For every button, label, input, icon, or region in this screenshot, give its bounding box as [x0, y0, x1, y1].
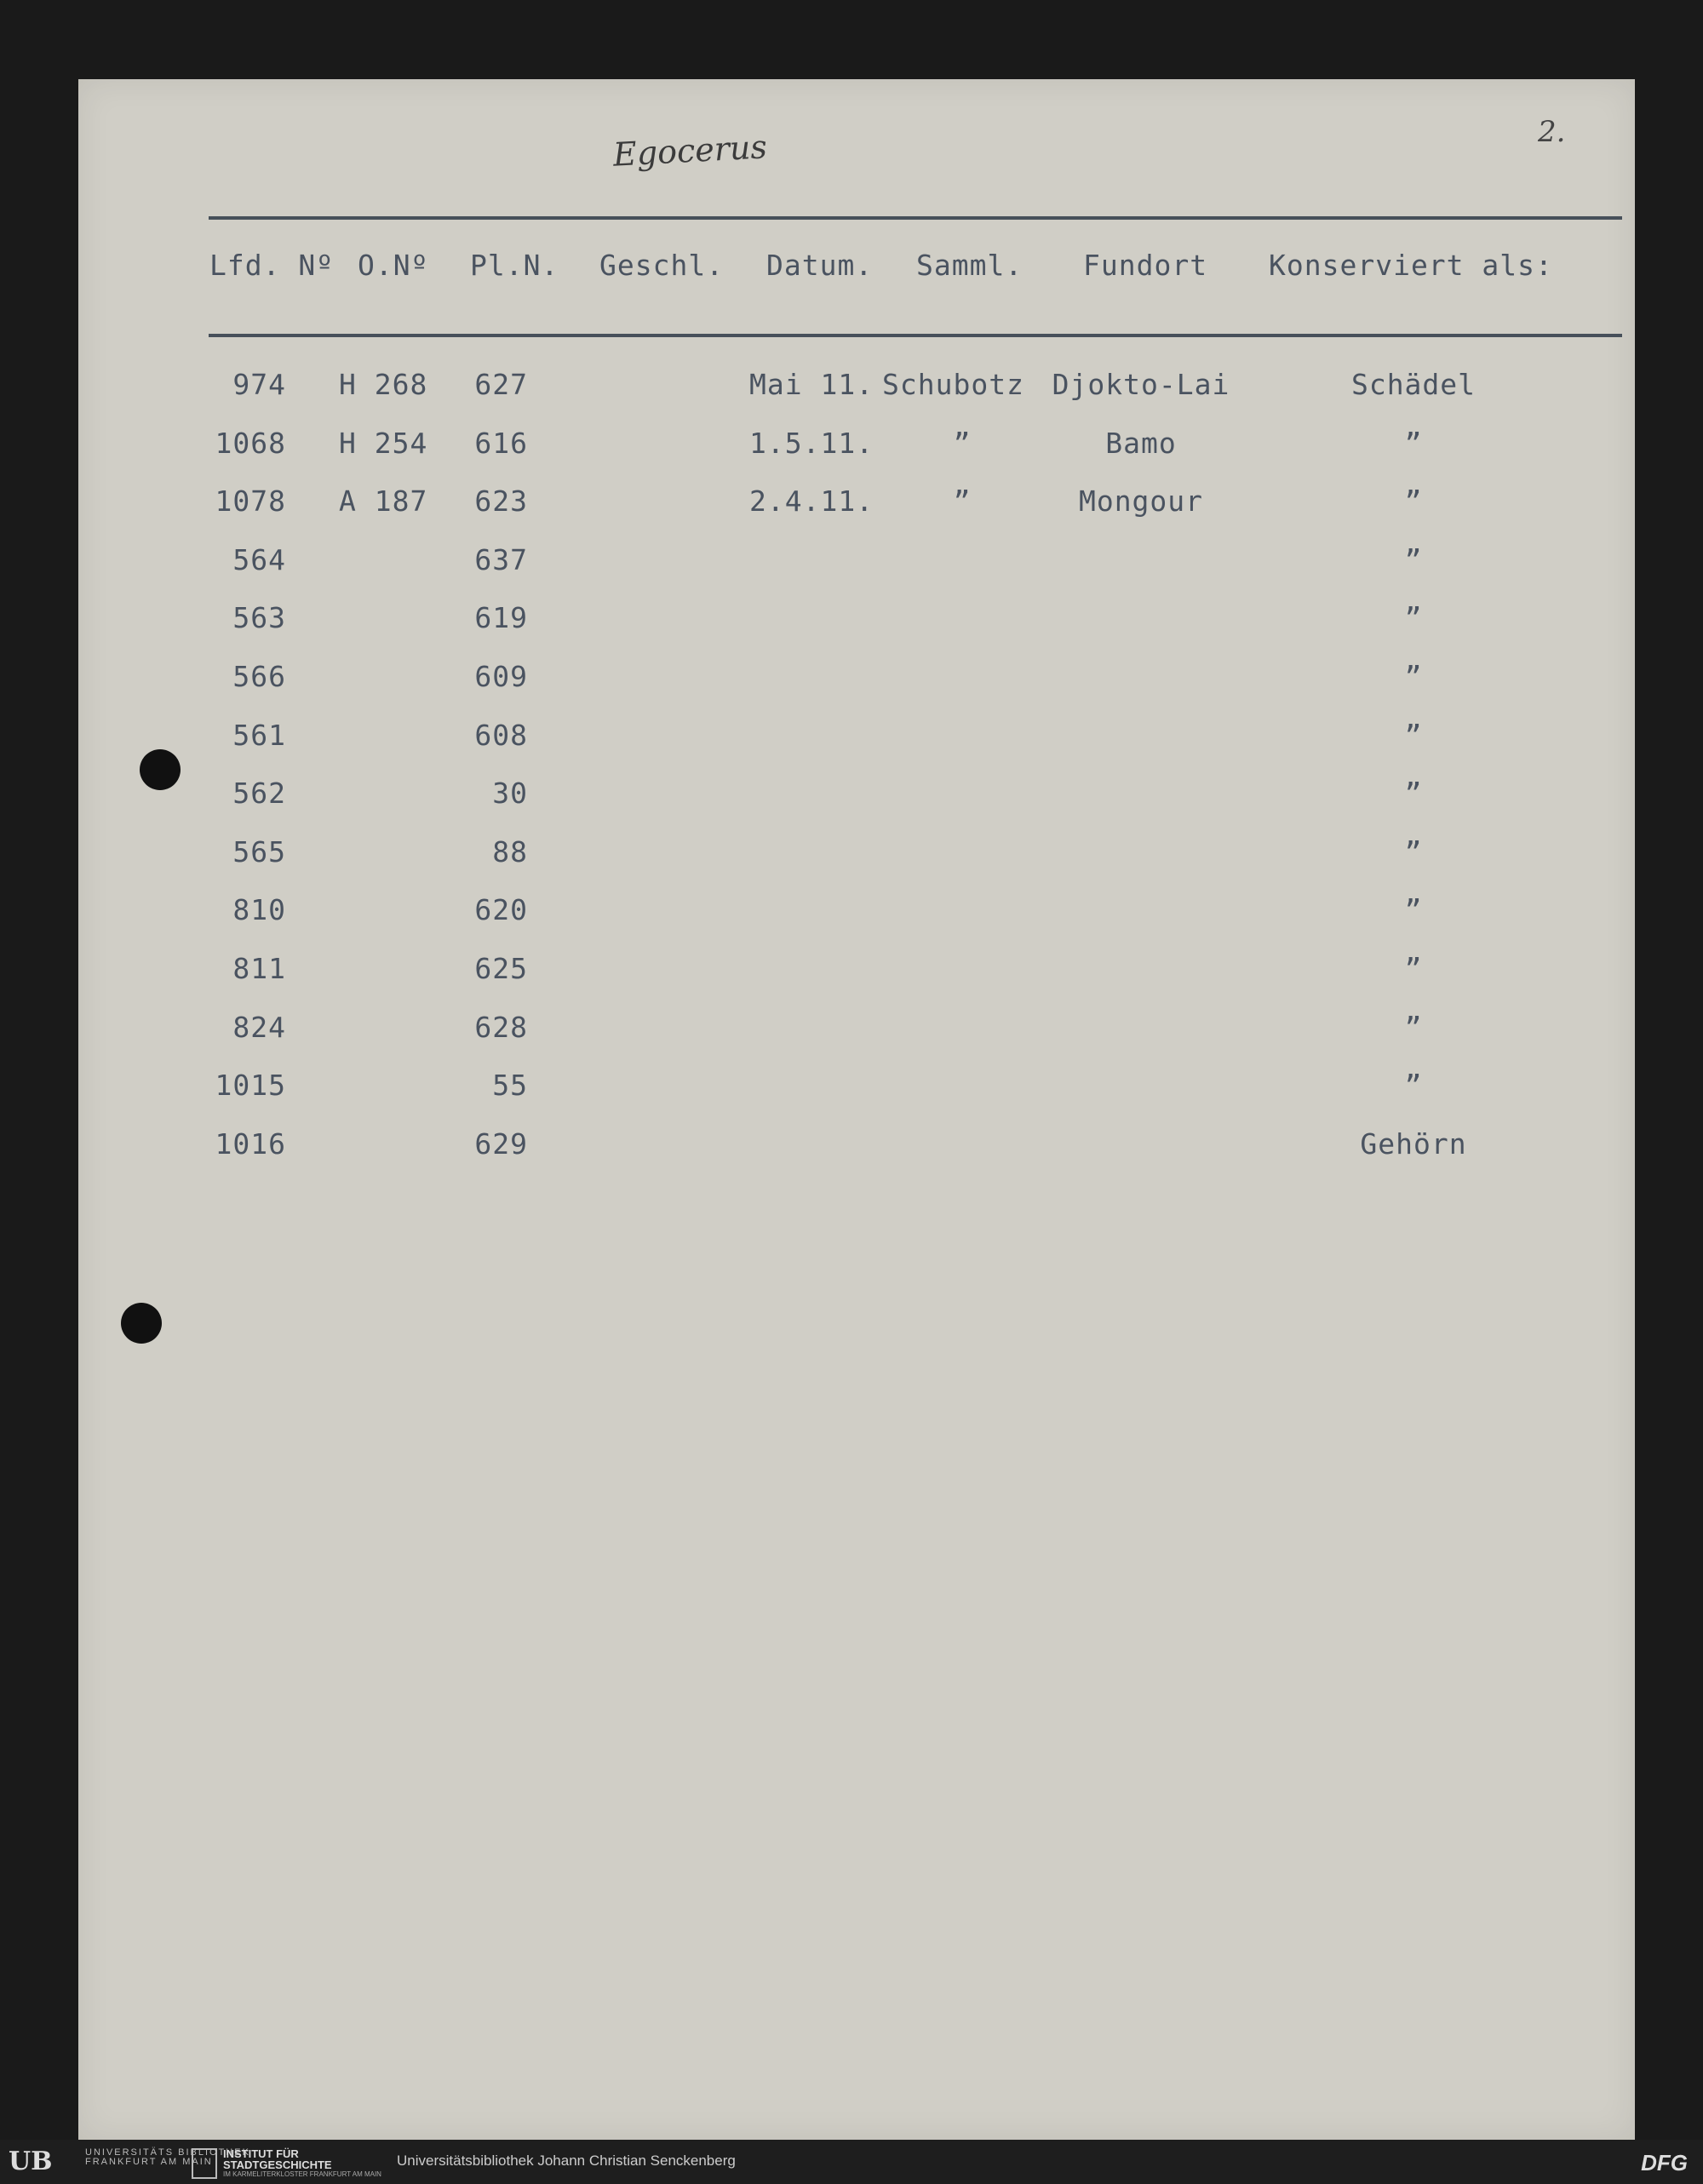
page-number: 2. [1538, 115, 1566, 149]
cell-konserviert: ” [1404, 1011, 1423, 1044]
isg-logo-icon [192, 2148, 217, 2179]
table-row [0, 484, 1703, 519]
cell-fundort: Mongour [1078, 484, 1204, 518]
cell-lfd: 562 [232, 777, 286, 810]
cell-fundort: Bamo [1105, 427, 1177, 460]
cell-lfd: 563 [232, 601, 286, 634]
table-row [0, 601, 1703, 635]
cell-pl-n: 628 [474, 1011, 528, 1044]
cell-o-nr: H 268 [339, 368, 428, 401]
table-row [0, 777, 1703, 811]
table-row [0, 1011, 1703, 1045]
punch-hole [121, 1303, 162, 1344]
header-pl-n: Pl.N. [470, 249, 559, 282]
table-row [0, 1127, 1703, 1161]
table-row [0, 719, 1703, 753]
cell-konserviert: ” [1404, 952, 1423, 985]
cell-konserviert: ” [1404, 427, 1423, 460]
table-row [0, 660, 1703, 694]
dfg-logo: DFG [1641, 2150, 1688, 2175]
isg-logo-sub: IM KARMELITERKLOSTER FRANKFURT AM MAIN [223, 2170, 381, 2178]
cell-konserviert: ” [1404, 777, 1423, 810]
cell-lfd: 565 [232, 835, 286, 868]
handwritten-title: Egocerus [611, 128, 768, 174]
table-row [0, 893, 1703, 927]
cell-konserviert: Schädel [1350, 368, 1477, 401]
isg-logo-text: INSTITUT FÜR STADTGESCHICHTE [223, 2147, 332, 2171]
cell-konserviert: ” [1404, 1069, 1423, 1102]
table-row [0, 1069, 1703, 1103]
cell-lfd: 1016 [215, 1127, 286, 1161]
table-row [0, 368, 1703, 402]
cell-konserviert: ” [1404, 719, 1423, 752]
table-row [0, 835, 1703, 869]
cell-fundort: Djokto-Lai [1052, 368, 1230, 401]
cell-konserviert: ” [1404, 893, 1423, 926]
header-samml: Samml. [916, 249, 1024, 282]
cell-pl-n: 616 [474, 427, 528, 460]
table-row [0, 543, 1703, 577]
header-lfd: Lfd. Nº [209, 249, 335, 282]
cell-konserviert: Gehörn [1360, 1127, 1467, 1161]
cell-o-nr: H 254 [339, 427, 428, 460]
cell-datum: Mai 11. [749, 368, 874, 401]
cell-pl-n: 608 [474, 719, 528, 752]
library-name: Universitätsbibliothek Johann Christian Senckenberg [397, 2152, 736, 2169]
header-datum: Datum. [766, 249, 874, 282]
cell-pl-n: 625 [474, 952, 528, 985]
cell-pl-n: 620 [474, 893, 528, 926]
cell-lfd: 1078 [215, 484, 286, 518]
cell-konserviert: ” [1404, 835, 1423, 868]
table-header [0, 249, 1703, 283]
cell-pl-n: 629 [474, 1127, 528, 1161]
divider [209, 216, 1622, 220]
header-fundort: Fundort [1083, 249, 1208, 282]
footer-bar [0, 2140, 1703, 2184]
cell-pl-n: 55 [492, 1069, 528, 1102]
cell-o-nr: A 187 [339, 484, 428, 518]
cell-pl-n: 637 [474, 543, 528, 576]
cell-lfd: 811 [232, 952, 286, 985]
cell-lfd: 1068 [215, 427, 286, 460]
cell-datum: 2.4.11. [749, 484, 874, 518]
cell-pl-n: 627 [474, 368, 528, 401]
cell-lfd: 810 [232, 893, 286, 926]
cell-konserviert: ” [1404, 543, 1423, 576]
header-geschl: Geschl. [599, 249, 725, 282]
cell-konserviert: ” [1404, 484, 1423, 518]
cell-lfd: 561 [232, 719, 286, 752]
cell-konserviert: ” [1404, 601, 1423, 634]
cell-datum: 1.5.11. [749, 427, 874, 460]
header-konserviert: Konserviert als: [1269, 249, 1553, 282]
cell-pl-n: 88 [492, 835, 528, 868]
cell-pl-n: 619 [474, 601, 528, 634]
table-row [0, 427, 1703, 461]
cell-samml: ” [953, 484, 972, 518]
cell-lfd: 564 [232, 543, 286, 576]
cell-samml: Schubotz [882, 368, 1024, 401]
cell-lfd: 1015 [215, 1069, 286, 1102]
cell-lfd: 566 [232, 660, 286, 693]
cell-konserviert: ” [1404, 660, 1423, 693]
ub-logo: UB [9, 2147, 53, 2176]
cell-pl-n: 609 [474, 660, 528, 693]
header-o-nr: O.Nº [358, 249, 429, 282]
table-row [0, 952, 1703, 986]
cell-lfd: 824 [232, 1011, 286, 1044]
cell-pl-n: 623 [474, 484, 528, 518]
cell-lfd: 974 [232, 368, 286, 401]
ub-logo-text: UNIVERSITÄTS BIBLIOTHEK FRANKFURT AM MAIN [85, 2147, 250, 2167]
cell-samml: ” [953, 427, 972, 460]
cell-pl-n: 30 [492, 777, 528, 810]
divider [209, 334, 1622, 337]
